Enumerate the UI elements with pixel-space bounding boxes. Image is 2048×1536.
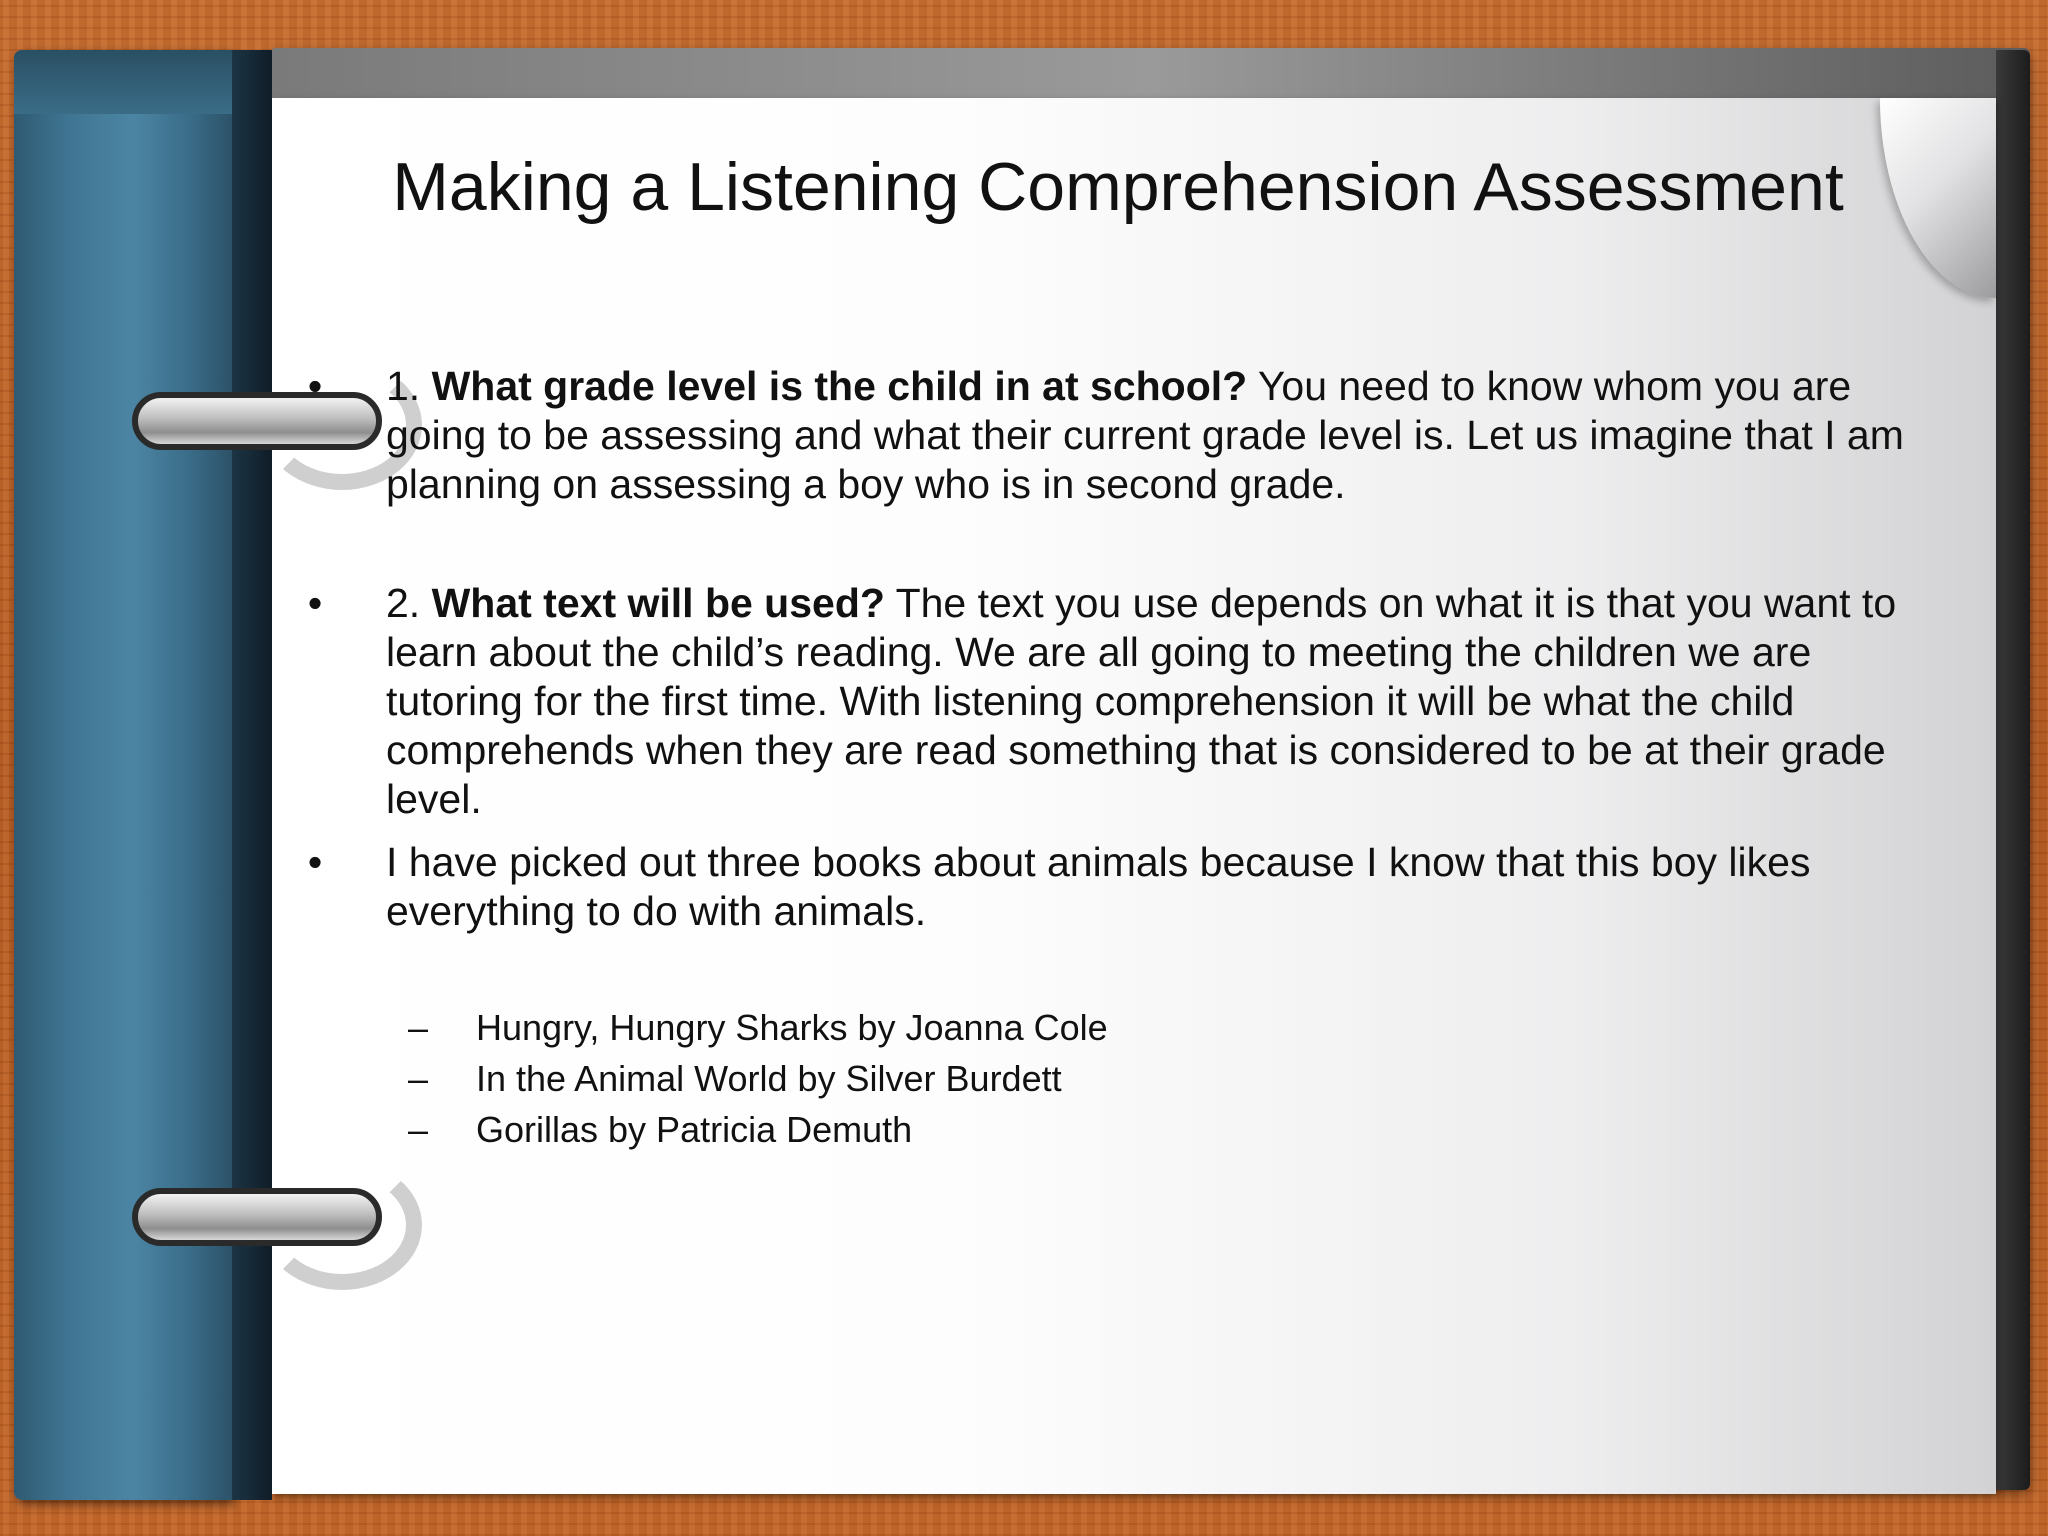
bullet-question: What text will be used? [431, 580, 885, 626]
bullet-question: What grade level is the child in at school? [431, 363, 1248, 409]
binder-ring-bottom [132, 1188, 382, 1246]
bullet-marker: • [307, 580, 323, 626]
bullet-prefix: 2. [386, 580, 432, 626]
book-title: Gorillas by Patricia Demuth [476, 1109, 913, 1150]
binder-spine-top [14, 50, 232, 114]
bullet-marker: • [307, 363, 323, 409]
book-list-item [300, 1053, 1940, 1104]
bullet-marker: • [307, 839, 323, 885]
dash-marker: – [408, 1109, 429, 1150]
slide-title: Making a Listening Comprehension Assessment [392, 149, 1844, 225]
dash-marker: – [408, 1007, 429, 1048]
bullet-text: The text you use depends on what it is that you want to learn about the child’s reading. We are all going to meeting the children we are tutoring for the first time. With listening comprehension it will be what the child comprehends when they are read something that is considered to be at their grade level. [386, 580, 1897, 822]
bullet-text-choice [300, 579, 1940, 824]
binder-back-board-edge [1996, 50, 2030, 1490]
bullet-text: You need to know whom you are going to be assessing and what their current grade level is. Let us imagine that I am planning on assessing a boy who is in second grade. [386, 363, 1904, 507]
book-title: In the Animal World by Silver Burdett [476, 1058, 1062, 1099]
binder-spine-edge [232, 50, 272, 1500]
book-list [300, 1002, 1940, 1155]
dash-marker: – [408, 1058, 429, 1099]
binder-spine [14, 50, 232, 1500]
slide-body [300, 362, 1940, 1155]
book-list-item [300, 1104, 1940, 1155]
bullet-text: I have picked out three books about animals because I know that this boy likes everything to do with animals. [386, 839, 1811, 934]
bullet-grade-level [300, 362, 1940, 509]
bullet-books [300, 838, 1940, 936]
book-list-item [300, 1002, 1940, 1053]
book-title: Hungry, Hungry Sharks by Joanna Cole [476, 1007, 1108, 1048]
bullet-prefix: 1. [386, 363, 432, 409]
